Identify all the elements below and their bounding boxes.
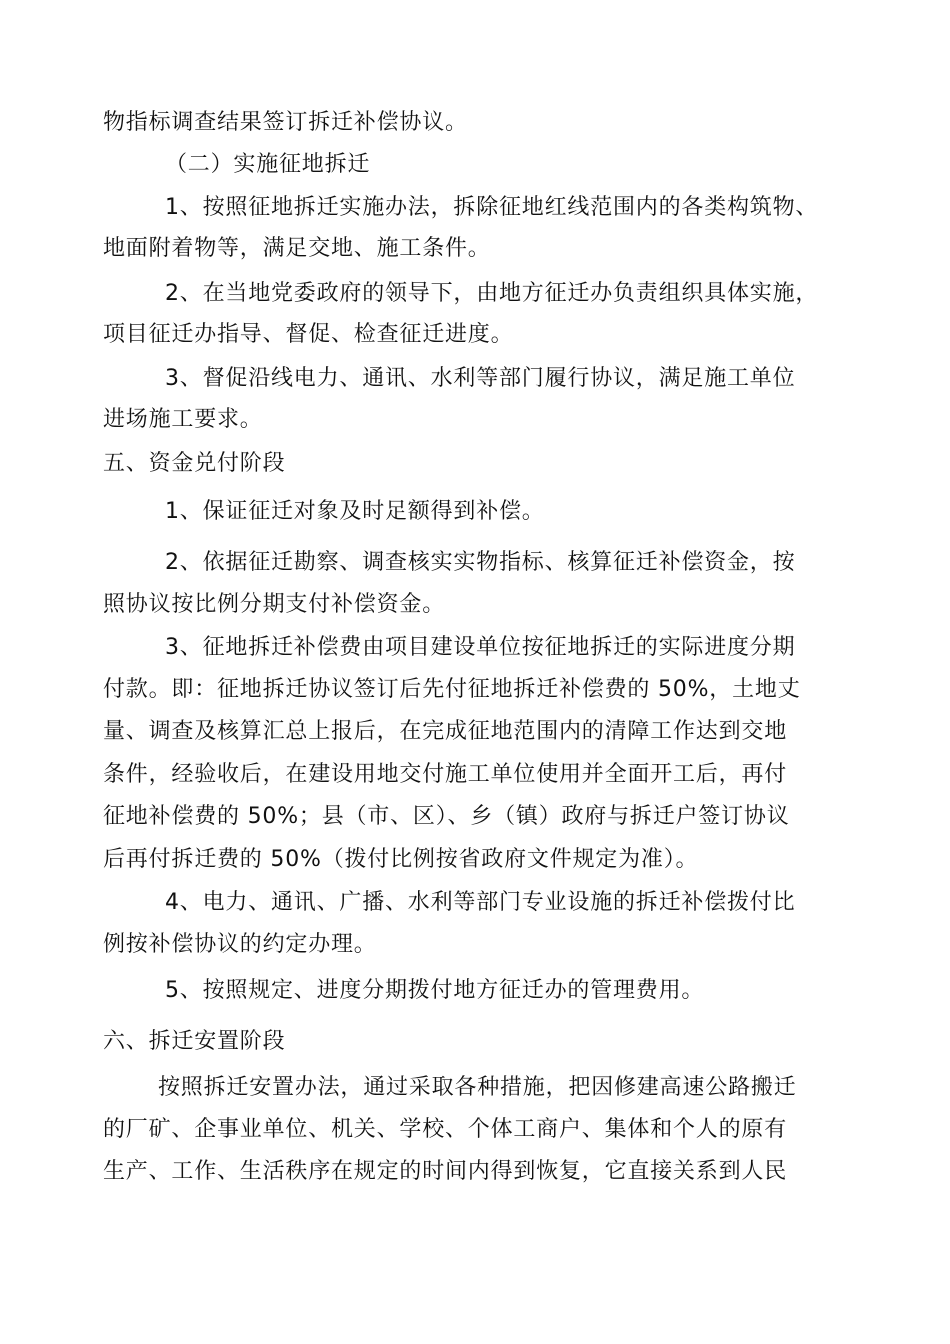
text-line: 照协议按比例分期支付补偿资金。 xyxy=(103,592,446,617)
text-line: 量、调查及核算汇总上报后，在完成征地范围内的清障工作达到交地 xyxy=(103,719,788,744)
section-heading: 六、拆迁安置阶段 xyxy=(103,1029,286,1054)
text-line: 3、征地拆迁补偿费由项目建设单位按征地拆迁的实际进度分期 xyxy=(165,635,796,660)
section-heading: 五、资金兑付阶段 xyxy=(103,451,286,476)
text-line: 后再付拆迁费的 50%（拨付比例按省政府文件规定为准）。 xyxy=(103,847,699,872)
text-line: 进场施工要求。 xyxy=(103,407,263,432)
text-line: 5、按照规定、进度分期拨付地方征迁办的管理费用。 xyxy=(165,978,705,1003)
text-line: 4、电力、通讯、广播、水利等部门专业设施的拆迁补偿拨付比 xyxy=(165,890,796,915)
text-line: 1、保证征迁对象及时足额得到补偿。 xyxy=(165,499,545,524)
text-line: 地面附着物等，满足交地、施工条件。 xyxy=(103,236,491,261)
text-line: 3、督促沿线电力、通讯、水利等部门履行协议，满足施工单位 xyxy=(165,366,796,391)
section-heading: （二）实施征地拆迁 xyxy=(165,152,371,177)
text-line: 2、在当地党委政府的领导下，由地方征迁办负责组织具体实施， xyxy=(165,281,819,306)
text-line: 2、依据征迁勘察、调查核实实物指标、核算征迁补偿资金，按 xyxy=(165,550,796,575)
text-line: 征地补偿费的 50%；县（市、区）、乡（镇）政府与拆迁户签订协议 xyxy=(103,804,790,829)
text-line: 1、按照征地拆迁实施办法，拆除征地红线范围内的各类构筑物、 xyxy=(165,195,819,220)
text-line: 付款。即：征地拆迁协议签订后先付征地拆迁补偿费的 50%，土地丈 xyxy=(103,677,801,702)
text-line: 的厂矿、企事业单位、机关、学校、个体工商户、集体和个人的原有 xyxy=(103,1117,788,1142)
text-line: 生产、工作、生活秩序在规定的时间内得到恢复，它直接关系到人民 xyxy=(103,1159,788,1184)
text-line: 例按补偿协议的约定办理。 xyxy=(103,932,377,957)
text-line: 条件，经验收后，在建设用地交付施工单位使用并全面开工后，再付 xyxy=(103,762,788,787)
text-line: 项目征迁办指导、督促、检查征迁进度。 xyxy=(103,322,514,347)
text-line: 物指标调查结果签订拆迁补偿协议。 xyxy=(103,110,468,135)
text-line: 按照拆迁安置办法，通过采取各种措施，把因修建高速公路搬迁 xyxy=(158,1075,797,1100)
